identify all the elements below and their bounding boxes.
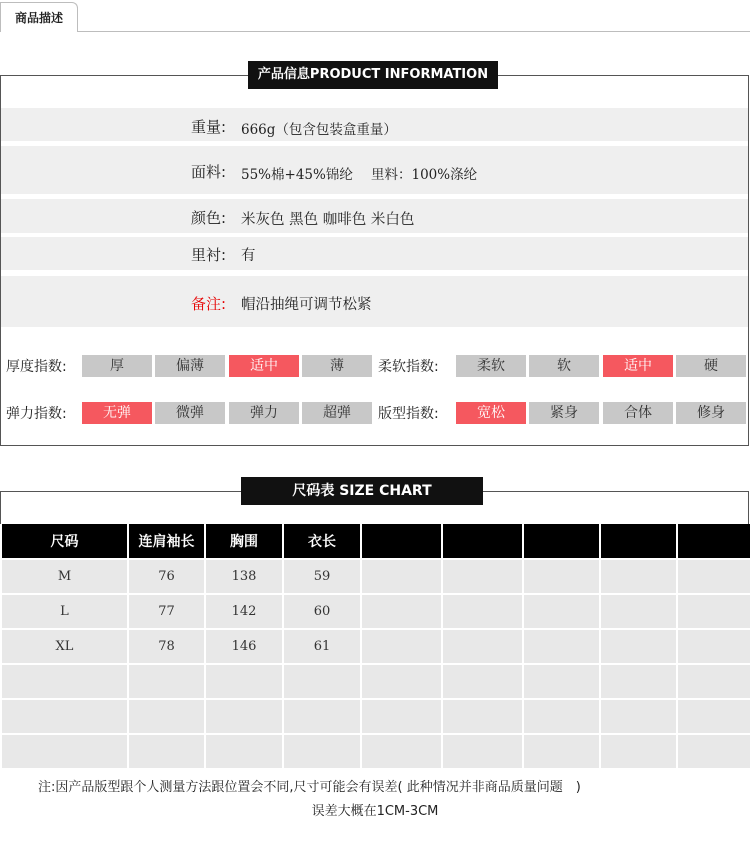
table-cell [523, 594, 600, 629]
size-error-note: 误差大概在1CM-3CM [311, 804, 439, 819]
table-cell [523, 629, 600, 664]
table-cell [283, 664, 361, 699]
fit-option: 合体 [603, 402, 673, 424]
table-cell [205, 699, 283, 734]
info-row-remark [1, 276, 748, 327]
header-cell [361, 524, 442, 559]
thickness-option: 薄 [302, 355, 372, 377]
table-cell [1, 664, 128, 699]
info-value: 米灰色 黑色 咖啡色 米白色 [241, 212, 415, 228]
table-cell: 76 [128, 559, 205, 594]
table-cell [523, 559, 600, 594]
table-cell: 61 [283, 629, 361, 664]
table-cell [442, 664, 523, 699]
table-cell [677, 594, 750, 629]
softness-option: 硬 [676, 355, 746, 377]
tab-product-description[interactable]: 商品描述 [0, 2, 78, 32]
table-cell [1, 699, 128, 734]
table-cell [677, 734, 750, 769]
table-cell: 142 [205, 594, 283, 629]
table-cell [523, 734, 600, 769]
table-cell: 77 [128, 594, 205, 629]
info-key: 里衬: [191, 246, 227, 264]
table-cell [442, 594, 523, 629]
header-cell [677, 524, 750, 559]
table-cell [128, 734, 205, 769]
elasticity-option: 超弹 [302, 402, 372, 424]
table-cell: XL [1, 629, 128, 664]
table-cell [283, 699, 361, 734]
table-cell [128, 699, 205, 734]
fit-label: 版型指数: [378, 406, 439, 422]
table-cell [600, 594, 677, 629]
softness-option-selected: 适中 [603, 355, 673, 377]
product-info-title: 产品信息PRODUCT INFORMATION [248, 61, 498, 89]
info-row-lining [1, 237, 748, 270]
size-note: 注:因产品版型跟个人测量方法跟位置会不同,尺寸可能会有误差( 此种情况并非商品质量问题 ) [38, 780, 581, 795]
header-chest: 胸围 [205, 524, 283, 559]
table-cell [361, 664, 442, 699]
table-cell: 60 [283, 594, 361, 629]
info-key-remark: 备注: [191, 295, 227, 313]
table-cell [600, 559, 677, 594]
thickness-option-selected: 适中 [229, 355, 299, 377]
table-cell [442, 734, 523, 769]
table-row [1, 734, 750, 769]
info-value: 666g（包含包装盒重量） [241, 122, 397, 138]
tab-underline [0, 31, 750, 32]
info-value: 55%棉+45%锦纶 [241, 167, 353, 183]
header-size: 尺码 [1, 524, 128, 559]
thickness-label: 厚度指数: [6, 359, 67, 375]
table-cell [600, 699, 677, 734]
table-cell [361, 699, 442, 734]
table-row [1, 559, 750, 594]
elasticity-label: 弹力指数: [6, 406, 67, 422]
softness-option: 柔软 [456, 355, 526, 377]
table-cell: 146 [205, 629, 283, 664]
table-cell [442, 699, 523, 734]
info-value: 帽沿抽绳可调节松紧 [241, 297, 372, 313]
size-chart-title: 尺码表 SIZE CHART [241, 477, 483, 505]
header-sleeve: 连肩袖长 [128, 524, 205, 559]
table-cell [600, 629, 677, 664]
table-row [1, 629, 750, 664]
size-table [0, 524, 750, 770]
table-cell [205, 664, 283, 699]
elasticity-option-selected: 无弹 [82, 402, 152, 424]
table-cell [205, 734, 283, 769]
table-cell [523, 664, 600, 699]
table-row [1, 664, 750, 699]
table-cell [600, 734, 677, 769]
table-cell [1, 734, 128, 769]
softness-label: 柔软指数: [378, 359, 439, 375]
fit-option: 紧身 [529, 402, 599, 424]
table-cell: 59 [283, 559, 361, 594]
table-cell [523, 699, 600, 734]
info-key: 重量: [191, 118, 227, 136]
thickness-option: 厚 [82, 355, 152, 377]
thickness-option: 偏薄 [155, 355, 225, 377]
table-cell [361, 594, 442, 629]
size-table-header [1, 524, 750, 559]
fit-option-selected: 宽松 [456, 402, 526, 424]
table-cell [283, 734, 361, 769]
tab-bar [0, 0, 750, 34]
info-row-weight [1, 108, 748, 141]
info-key: 颜色: [191, 209, 227, 227]
header-cell [600, 524, 677, 559]
table-cell [442, 559, 523, 594]
table-cell [361, 629, 442, 664]
table-cell [677, 629, 750, 664]
table-row [1, 699, 750, 734]
fit-option: 修身 [676, 402, 746, 424]
table-cell: 78 [128, 629, 205, 664]
header-length: 衣长 [283, 524, 361, 559]
elasticity-option: 弹力 [229, 402, 299, 424]
table-cell [600, 664, 677, 699]
table-cell [677, 699, 750, 734]
table-cell [128, 664, 205, 699]
table-cell: L [1, 594, 128, 629]
header-cell [523, 524, 600, 559]
table-cell [442, 629, 523, 664]
info-row-fabric [1, 146, 748, 194]
info-key: 面料: [191, 163, 227, 181]
table-row [1, 594, 750, 629]
info-value-lining: 里料：100%涤纶 [371, 167, 478, 183]
table-cell: 138 [205, 559, 283, 594]
table-cell [677, 559, 750, 594]
table-cell [361, 559, 442, 594]
table-cell [361, 734, 442, 769]
info-value: 有 [241, 248, 256, 264]
table-cell [677, 664, 750, 699]
header-cell [442, 524, 523, 559]
table-cell: M [1, 559, 128, 594]
elasticity-option: 微弹 [155, 402, 225, 424]
softness-option: 软 [529, 355, 599, 377]
info-row-color [1, 199, 748, 233]
